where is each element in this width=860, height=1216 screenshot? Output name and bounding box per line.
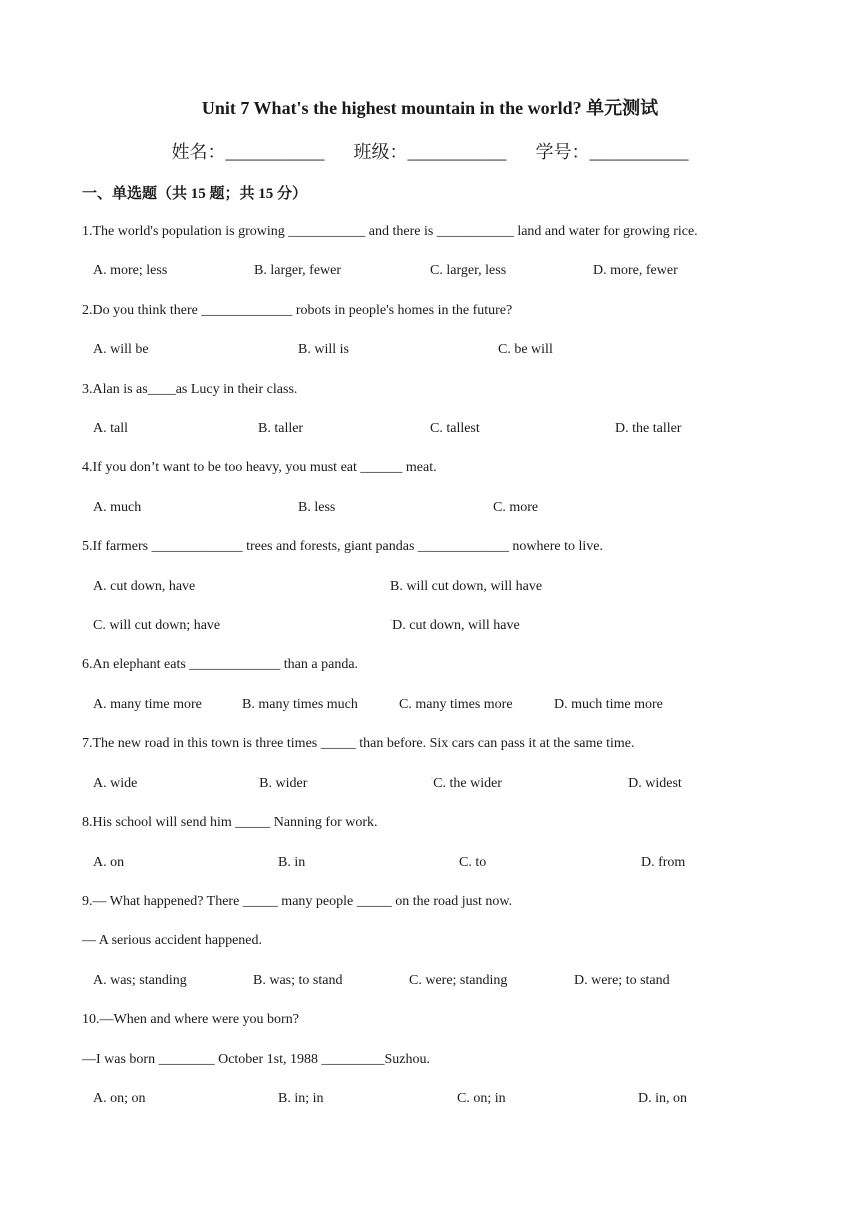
option-c[interactable]: C. more	[493, 500, 539, 515]
option-d[interactable]: D. much time more	[554, 697, 663, 712]
mark-glyph: ◦	[257, 776, 260, 782]
option-b[interactable]: B. will cut down, will have	[390, 579, 543, 594]
question-stem: 7.The new road in this town is three times _____ than before. Six cars can pass it at the same time.	[82, 736, 635, 751]
mark-glyph: ◦	[626, 776, 629, 782]
question-stem: 5.If farmers _____________ trees and forests, giant pandas _____________ nowhere to live.	[82, 539, 603, 554]
option-c[interactable]: C. to	[459, 855, 487, 870]
option-b[interactable]: B. will is	[298, 342, 349, 357]
option-a[interactable]: A. more; less	[93, 263, 168, 278]
option-d[interactable]: D. the taller	[615, 421, 682, 436]
option-a[interactable]: A. on; on	[93, 1091, 146, 1106]
option-a[interactable]: A. was; standing	[93, 973, 187, 988]
question-stem-reply: —I was born ________ October 1st, 1988 _________Suzhou.	[82, 1052, 431, 1067]
student-id-field[interactable]: 学号：___________	[535, 142, 689, 162]
option-b[interactable]: B. was; to stand	[253, 973, 343, 988]
option-b[interactable]: B. many times much	[242, 697, 358, 712]
option-b[interactable]: B. in; in	[278, 1091, 324, 1106]
question-stem: 10.—When and where were you born?	[82, 1012, 299, 1027]
option-b[interactable]: B. in	[278, 855, 306, 870]
option-c[interactable]: C. many times more	[399, 697, 513, 712]
option-a[interactable]: A. will be	[93, 342, 149, 357]
question-stem: 1.The world's population is growing ___________ and there is ___________ land and water for growing rice.	[82, 224, 698, 239]
question-stem: 6.An elephant eats _____________ than a panda.	[82, 657, 359, 672]
name-field[interactable]: 姓名：___________	[171, 142, 325, 162]
question-stem: 3.Alan is as____as Lucy in their class.	[82, 382, 298, 397]
option-a[interactable]: A. many time more	[93, 697, 202, 712]
student-info-line	[0, 138, 860, 164]
mark-glyph: ◦	[431, 776, 434, 782]
option-a[interactable]: A. tall	[93, 421, 128, 436]
option-a[interactable]: A. on	[93, 855, 125, 870]
option-c[interactable]: C. on; in	[457, 1091, 506, 1106]
option-b[interactable]: B. taller	[258, 421, 304, 436]
question-stem-reply: — A serious accident happened.	[82, 933, 263, 948]
option-c[interactable]: C. larger, less	[430, 263, 507, 278]
section-header: 一、单选题（共 15 题；共 15 分）	[82, 186, 308, 202]
option-d[interactable]: D. were; to stand	[574, 973, 670, 988]
page-title: Unit 7 What's the highest mountain in the world? 单元测试	[201, 98, 659, 118]
option-d[interactable]: D. in, on	[638, 1091, 687, 1106]
option-d[interactable]: ◦D. widest	[626, 776, 682, 791]
option-b[interactable]: ◦B. wider	[257, 776, 308, 791]
option-c[interactable]: ◦C. the wider	[431, 776, 502, 791]
option-c[interactable]: C. will cut down; have	[93, 618, 221, 633]
question-stem: 8.His school will send him _____ Nanning for work.	[82, 815, 378, 830]
option-c[interactable]: C. were; standing	[409, 973, 508, 988]
question-stem: 9.— What happened? There _____ many people _____ on the road just now.	[82, 894, 513, 909]
option-c[interactable]: C. tallest	[430, 421, 480, 436]
option-a[interactable]: A. cut down, have	[93, 579, 196, 594]
option-c[interactable]: C. be will	[498, 342, 553, 357]
question-stem: 2.Do you think there _____________ robots in people's homes in the future?	[82, 303, 513, 318]
option-b[interactable]: B. less	[298, 500, 336, 515]
option-d[interactable]: ◦D. cut down, will have	[390, 618, 520, 633]
option-d[interactable]: D. from	[641, 855, 686, 870]
option-d[interactable]: D. more, fewer	[593, 263, 678, 278]
option-a[interactable]: A. much	[93, 500, 142, 515]
option-a[interactable]: A. wide	[93, 776, 138, 791]
class-field[interactable]: 班级：___________	[353, 142, 507, 162]
mark-glyph: ◦	[390, 618, 393, 624]
question-stem: 4.If you don’t want to be too heavy, you must eat ______ meat.	[82, 460, 437, 475]
option-b[interactable]: B. larger, fewer	[254, 263, 342, 278]
